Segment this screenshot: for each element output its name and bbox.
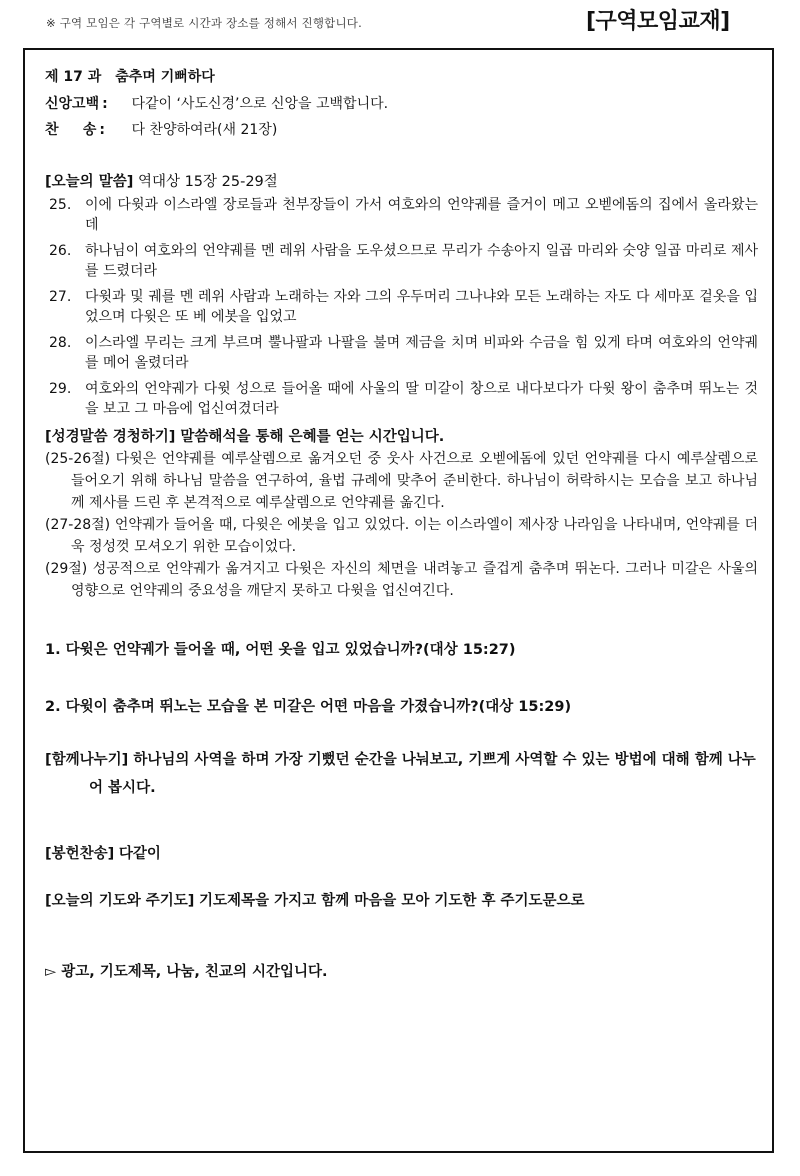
- word-heading: [45, 170, 758, 191]
- verse-item: [45, 241, 758, 281]
- creed-row: 신앙고백 : 다같이 ‘사도신경’으로 신앙을 고백합니다.: [45, 96, 389, 112]
- hymn-row: 찬 송 : 다 찬양하여라(새 21장): [45, 122, 278, 138]
- lesson-title: 춤추며 기뻐하다: [115, 69, 215, 85]
- hymn-value: 다 찬양하여라(새 21장): [131, 122, 278, 138]
- verse-item: [45, 379, 758, 419]
- study-paragraph: (27-28절) 언약궤가 들어올 때, 다윗은 에봇을 입고 있었다. 이는 이스라엘이 제사장 나라임을 나타내며, 언약궤를 더욱 정성껏 모셔오기 위한 모습이었다.: [45, 517, 758, 555]
- verse-item: [45, 287, 758, 327]
- hymn-label: 찬 송: [45, 122, 97, 138]
- prayer-text: 기도제목을 가지고 함께 마음을 모아 기도한 후 주기도문으로: [199, 893, 585, 909]
- lesson-number: 제 17 과: [45, 69, 102, 85]
- question-2: 2. 다윗이 춤추며 뛰노는 모습을 본 미갈은 어떤 마음을 가졌습니까?(대상 15:29): [45, 699, 572, 715]
- verse-item: [45, 333, 758, 373]
- offering-text: 다같이: [118, 846, 161, 862]
- study-label: [성경말씀 경청하기]: [45, 429, 176, 445]
- study-paragraph: (29절) 성공적으로 언약궤가 옮겨지고 다윗은 자신의 체면을 내려놓고 즐겁게 춤추며 뛰논다. 그러나 미갈은 사울의 영향으로 언약궤의 중요성을 깨닫지 못하고 다윗을 업신여긴다.: [45, 561, 758, 599]
- word-label: [오늘의 말씀]: [45, 174, 134, 190]
- verse-number: 25.: [49, 197, 72, 213]
- share-label: [함께나누기]: [45, 752, 129, 768]
- verse-number: 29.: [49, 381, 72, 397]
- prayer-label: [오늘의 기도와 주기도]: [45, 893, 195, 909]
- verse-text: 다윗과 및 궤를 멘 레위 사람과 노래하는 자와 그의 우두머리 그나냐와 모든 노래하는 자도 다 세마포 겉옷을 입었으며 다윗은 또 베 에봇을 입었고: [85, 289, 758, 325]
- verse-number: 27.: [49, 289, 72, 305]
- verse-text: 이에 다윗과 이스라엘 장로들과 천부장들이 가서 여호와의 언약궤를 즐거이 메고 오벧에돔의 집에서 올라왔는데: [85, 197, 758, 233]
- study-heading: [45, 425, 758, 446]
- prayer-section: [45, 889, 758, 910]
- verse-text: 하나님이 여호와의 언약궤를 멘 레위 사람을 도우셨으므로 무리가 수송아지 일곱 마리와 숫양 일곱 마리로 제사를 드렸더라: [85, 243, 758, 279]
- verse-number: 26.: [49, 243, 72, 259]
- lesson-frame: [23, 48, 774, 1153]
- offering-section: [45, 842, 758, 863]
- verse-text: 여호와의 언약궤가 다윗 성으로 들어올 때에 사울의 딸 미갈이 창으로 내다보다가 다윗 왕이 춤추며 뛰노는 것을 보고 그 마음에 업신여겼더라: [85, 381, 758, 417]
- lesson-content: [45, 66, 758, 981]
- lesson-heading: [45, 66, 758, 86]
- offering-label: [봉헌찬송]: [45, 846, 115, 862]
- creed-label: 신앙고백: [45, 96, 100, 112]
- verse-item: [45, 195, 758, 235]
- top-note: ※ 구역 모임은 각 구역별로 시간과 장소를 정해서 진행합니다.: [46, 16, 362, 30]
- share-section: [45, 746, 758, 802]
- verse-list: [45, 195, 758, 419]
- document-title: [구역모임교재]: [586, 9, 730, 34]
- study-subtitle: 말씀해석을 통해 은혜를 얻는 시간입니다.: [180, 429, 445, 445]
- study-paragraph: (25-26절) 다윗은 언약궤를 예루살렘으로 옮겨오던 중 웃사 사건으로 오벧에돔에 있던 언약궤를 다시 예루살렘으로 들어오기 위해 하나님 말씀을 연구하여, 율법 규례에 맞추어 준비한다. 하나님이 허락하시는 모습을 보고 하나님께 제사를 드린 후 본격적으로 예루살렘으로 언약궤를 옮긴다.: [45, 451, 758, 511]
- question-1: 1. 다윗은 언약궤가 들어올 때, 어떤 옷을 입고 있었습니까?(대상 15:27): [45, 642, 516, 658]
- verse-text: 이스라엘 무리는 크게 부르며 뿔나팔과 나팔을 불며 제금을 치며 비파와 수금을 힘 있게 타며 여호와의 언약궤를 메어 올렸더라: [85, 335, 758, 371]
- word-reference: 역대상 15장 25-29절: [137, 174, 278, 190]
- creed-value: 다같이 ‘사도신경’으로 신앙을 고백합니다.: [131, 96, 389, 112]
- share-text: 하나님의 사역을 하며 가장 기뻤던 순간을 나눠보고, 기쁘게 사역할 수 있는 방법에 대해 함께 나누어 봅시다.: [89, 752, 756, 796]
- verse-number: 28.: [49, 335, 72, 351]
- closing-note: ▻ 광고, 기도제목, 나눔, 친교의 시간입니다.: [45, 964, 328, 980]
